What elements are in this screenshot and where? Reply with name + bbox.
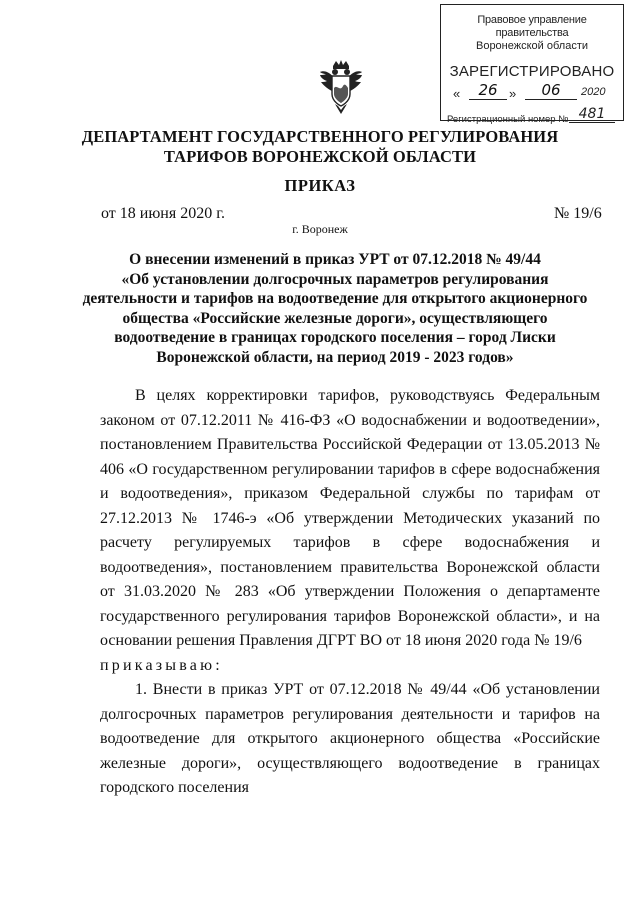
subject-line: водоотведение в границах городского поселения – город Лиски <box>114 329 556 346</box>
stamp-date-month: 06 <box>525 81 577 100</box>
department-line-1: ДЕПАРТАМЕНТ ГОСУДАРСТВЕННОГО РЕГУЛИРОВАНИЯ <box>81 127 559 146</box>
order-number: № 19/6 <box>554 205 602 222</box>
preamble-paragraph: В целях корректировки тарифов, руководствуясь Федеральным законом от 07.12.2011 № 416-ФЗ «О водоснабжении и водоотведении», постановлением Правительства Российской Федерации от 13.05.2013 № 406 «О государственном регулировании тарифов в сфере водоснабжения и водоотведения», приказом Федеральной службы по тарифам от 27.12.2013 № 1746-э «Об утверждении Методических указаний по расчету регулируемых тарифов в сфере водоснабжения и водоотведения», постановлением правительства Воронежской области от 31.03.2020 № 283 «Об утверждении Положения о департаменте государственного регулирования тарифов Воронежской области», и на основании решения Правления ДГРТ ВО от 18 июня 2020 года № 19/6 <box>100 387 600 649</box>
order-item-1: 1. Внести в приказ УРТ от 07.12.2018 № 49/44 «Об установлении долгосрочных параметров регулирования деятельности и тарифов на водоотведение для открытого акционерного общества «Российские железные дороги», осуществляющего водоотведение в границах городского поселения <box>100 681 600 796</box>
stamp-reg-number-value: 481 <box>569 106 615 123</box>
subject-line: О внесении изменений в приказ УРТ от 07.12.2018 № 49/44 <box>129 251 541 268</box>
stamp-date-year: 2020 <box>581 86 606 98</box>
order-city: г. Воронеж <box>292 222 348 236</box>
stamp-registered: ЗАРЕГИСТРИРОВАНО <box>449 63 615 80</box>
registration-stamp <box>440 4 624 125</box>
order-body <box>100 384 600 801</box>
department-name <box>0 127 640 167</box>
department-line-2: ТАРИФОВ ВОРОНЕЖСКОЙ ОБЛАСТИ <box>163 147 477 166</box>
subject-line: общества «Российские железные дороги», осуществляющего <box>122 309 548 327</box>
stamp-reg-number-label: Регистрационный номер № <box>447 114 569 125</box>
subject-line: Воронежской области, на период 2019 - 2023 годов» <box>156 348 514 366</box>
stamp-line-1: Правовое управление правительства <box>477 14 587 39</box>
order-subject <box>70 250 600 367</box>
stamp-line-2: Воронежской области <box>475 40 588 52</box>
coat-of-arms-icon <box>318 58 364 116</box>
order-date: от 18 июня 2020 г. <box>101 205 225 222</box>
stamp-reg-number <box>441 106 623 128</box>
order-word: приказываю: <box>100 656 223 674</box>
stamp-date-day: 26 <box>469 81 507 100</box>
subject-line: «Об установлении долгосрочных параметров регулирования <box>121 270 549 288</box>
stamp-date: « 26 » 06 2020 <box>453 81 606 101</box>
subject-line: деятельности и тарифов на водоотведение для открытого акционерного <box>82 290 588 307</box>
document-type: ПРИКАЗ <box>284 176 356 195</box>
